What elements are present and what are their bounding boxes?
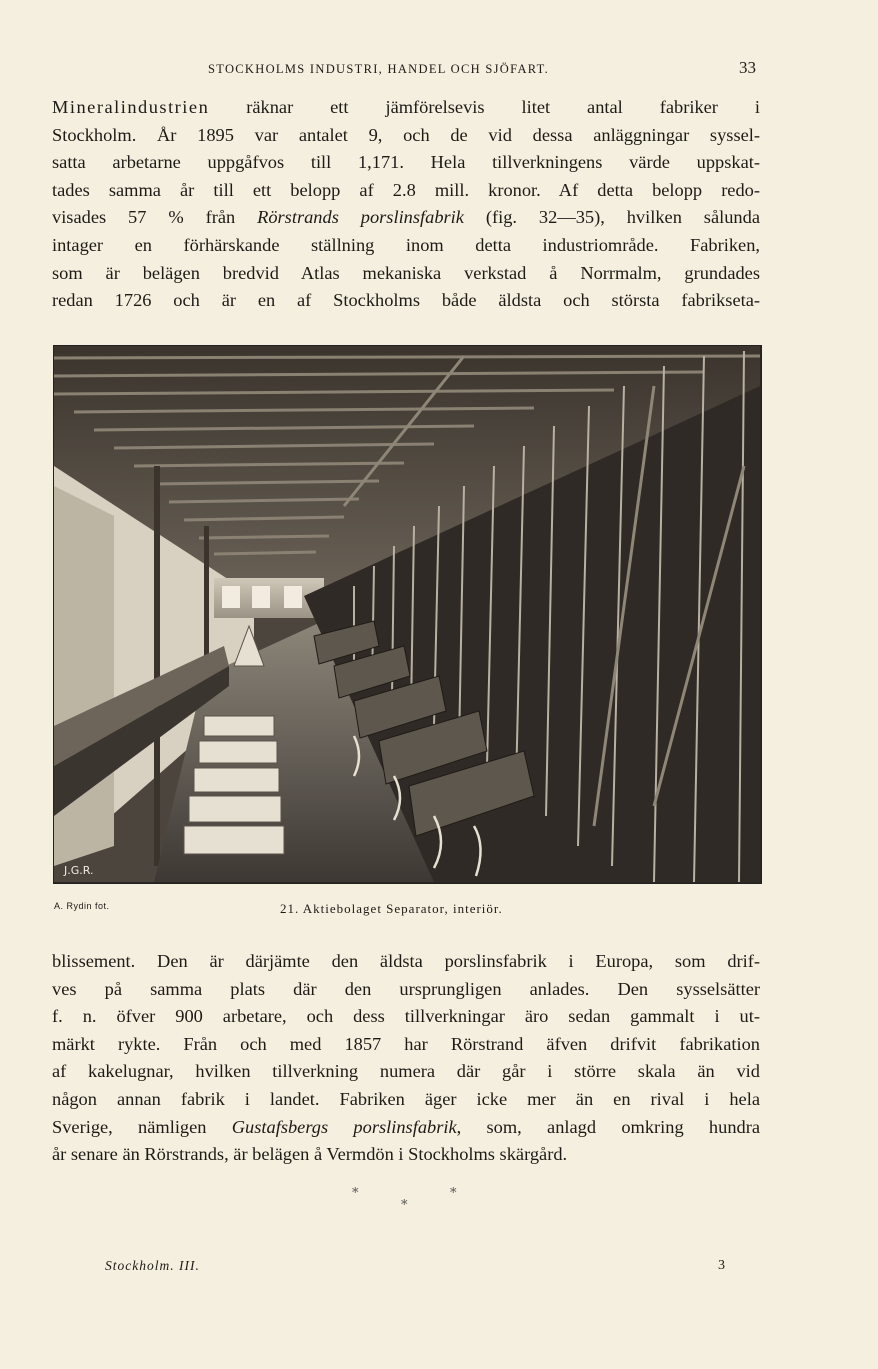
- text-line: [52, 204, 760, 232]
- text-line: redan 1726 och är en af Stockholms både äldsta och största fabrikseta-: [52, 290, 760, 311]
- text-line: [52, 94, 760, 122]
- italic-name: Gustafsbergs porslinsfabrik: [231, 1116, 457, 1137]
- sheet-number: 3: [718, 1258, 725, 1273]
- asterisk-ornament: *: [450, 1186, 457, 1201]
- asterisk-ornament: *: [401, 1198, 408, 1213]
- artist-signature: J.G.R.: [64, 864, 94, 877]
- figure-caption: 21. Aktiebolaget Separator, interiör.: [280, 901, 503, 916]
- footer-signature: [105, 1258, 200, 1274]
- text-line: märkt rykte. Från och med 1857 har Rörstrand äfven drifvit fabrikation: [52, 1033, 760, 1054]
- asterisk-ornament: *: [352, 1186, 359, 1201]
- footer-signature-text: Stockholm. III.: [105, 1258, 200, 1273]
- text-run: , som, anlagd omkring hundra: [456, 1116, 760, 1137]
- text-line: f. n. öfver 900 arbetare, och dess tillverkningar äro sedan gammalt i ut-: [52, 1006, 760, 1027]
- running-title: STOCKHOLMS INDUSTRI, HANDEL OCH SJÖFART.: [208, 62, 550, 76]
- text-line: af kakelugnar, hvilken tillverkning numera där går i större skala än vid: [52, 1061, 760, 1082]
- text-run: Sverige, nämligen: [52, 1116, 232, 1137]
- italic-name: Rörstrands porslinsfabrik: [257, 207, 464, 228]
- factory-interior-photo: [53, 345, 762, 884]
- page-number: 33: [739, 58, 756, 77]
- text-line: år senare än Rörstrands, är belägen å Vermdön i Stockholms skärgård.: [52, 1144, 568, 1165]
- text-line: tades samma år till ett belopp af 2.8 mill. kronor. Af detta belopp redo-: [52, 179, 760, 200]
- text-line: [52, 1114, 760, 1142]
- text-line: som är belägen bredvid Atlas mekaniska verkstad å Norrmalm, grundades: [52, 262, 760, 283]
- text-line: Stockholm. År 1895 var antalet 9, och de vid dessa anläggningar syssel-: [52, 124, 760, 145]
- emphasized-word: Mineralindustrien: [52, 97, 210, 117]
- text-run: visades 57 % från: [52, 207, 258, 228]
- text-line: ves på samma plats där den ursprungligen anlades. Den sysselsätter: [52, 978, 760, 999]
- text-line: satta arbetarne uppgåfvos till 1,171. Hela tillverkningens värde uppskat-: [52, 152, 760, 173]
- photo-illustration: [54, 346, 760, 882]
- text-line: blissement. Den är därjämte den äldsta porslinsfabrik i Europa, som drif-: [52, 951, 760, 971]
- paragraph-1: [52, 94, 760, 315]
- paragraph-2: [52, 948, 760, 1169]
- text-run: räknar ett jämförelsevis litet antal fabriker i: [209, 97, 760, 117]
- photo-credit: A. Rydin fot.: [54, 901, 110, 911]
- text-run: (fig. 32—35), hvilken sålunda: [463, 207, 760, 228]
- text-line: intager en förhärskande ställning inom detta industriområde. Fabriken,: [52, 234, 760, 255]
- text-line: någon annan fabrik i landet. Fabriken äger icke mer än en rival i hela: [52, 1088, 760, 1109]
